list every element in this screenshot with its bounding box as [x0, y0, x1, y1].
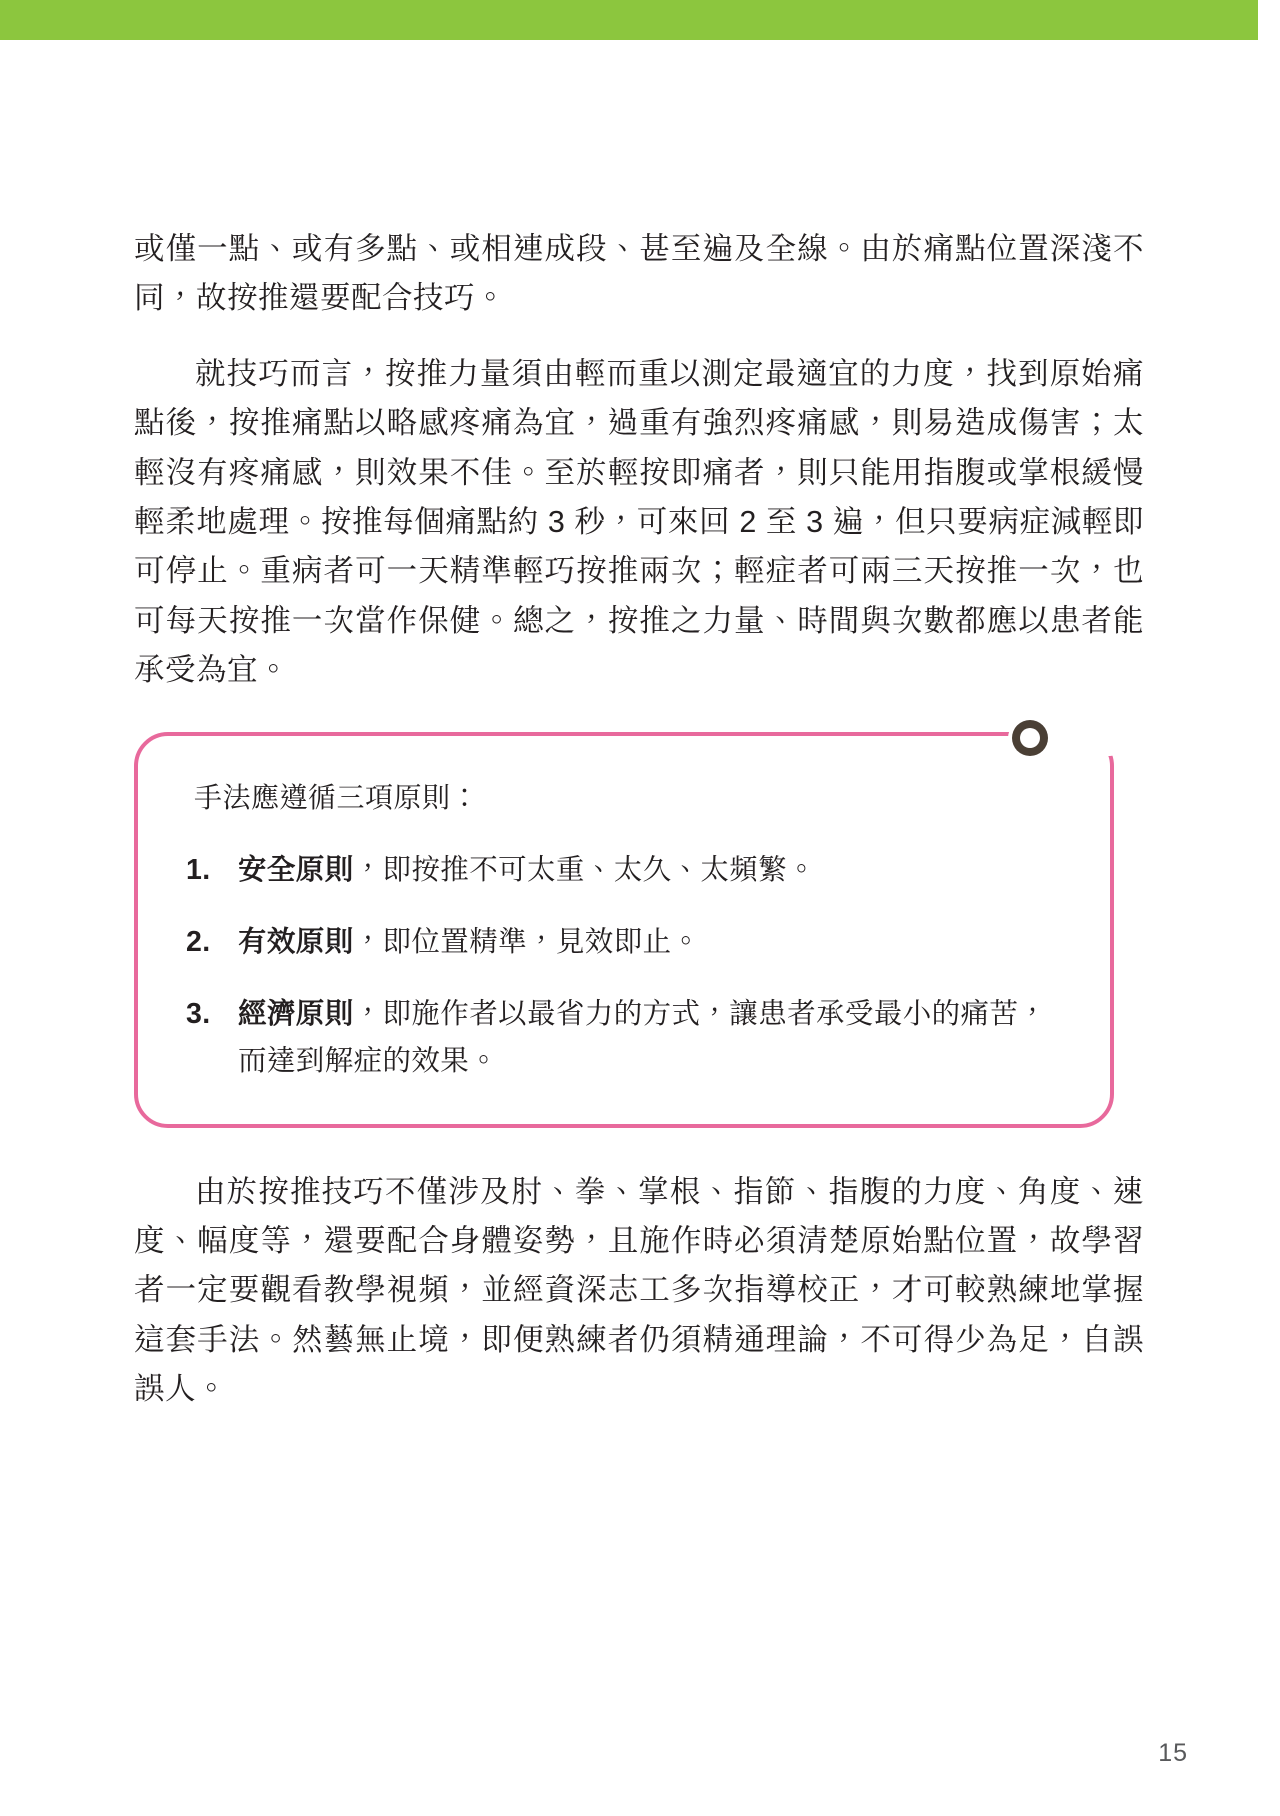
list-item-number: 2. [186, 926, 211, 959]
paragraph-3: 由於按推技巧不僅涉及肘、拳、掌根、指節、指腹的力度、角度、速度、幅度等，還要配合身體姿勢，且施作時必須清楚原始點位置，故學習者一定要觀看教學視頻，並經資深志工多次指導校正，才可較熟練地掌握這套手法。然藝無止境，即便熟練者仍須精通理論，不可得少為足，自誤誤人。 [134, 1174, 1144, 1407]
list-item-title: 有效原則 [238, 926, 354, 959]
page-number: 15 [1158, 1739, 1188, 1767]
list-item-text: ，即按推不可太重、太久、太頻繁。 [353, 854, 817, 887]
list-item-number: 1. [186, 854, 211, 887]
list-item-title: 經濟原則 [238, 998, 354, 1031]
principles-callout-wrapper [134, 732, 1144, 1128]
list-item [186, 919, 1066, 965]
list-item [186, 991, 1066, 1083]
list-item [186, 847, 1066, 893]
callout-lead-text: 手法應遵循三項原則： [194, 781, 480, 813]
ring-binder-hole-icon [1020, 728, 1040, 748]
header-color-band [0, 0, 1280, 40]
page-content [134, 225, 1144, 1441]
principles-list [186, 847, 1066, 1084]
paragraph-2: 就技巧而言，按推力量須由輕而重以測定最適宜的力度，找到原始痛點後，按推痛點以略感疼痛為宜，過重有強烈疼痛感，則易造成傷害；太輕沒有疼痛感，則效果不佳。至於輕按即痛者，則只能用指腹或掌根緩慢輕柔地處理。按推每個痛點約 3 秒，可來回 2 至 3 遍，但只要病症減輕即可停止。重病者可一天精準輕巧按推兩次；輕症者可兩三天按推一次，也可每天按推一次當作保健。總之，按推之力量、時間與次數都應以患者能承受為宜。 [134, 356, 1144, 688]
principles-callout [134, 732, 1114, 1128]
header-band-edge [1258, 0, 1280, 40]
list-item-title: 安全原則 [238, 854, 354, 887]
paragraph-1: 或僅一點、或有多點、或相連成段、甚至遍及全線。由於痛點位置深淺不同，故按推還要配合技巧。 [134, 232, 1144, 316]
list-item-text: ，即位置精準，見效即止。 [353, 926, 701, 959]
document-page [0, 40, 1280, 1816]
list-item-text: ，即施作者以最省力的方式，讓患者承受最小的痛苦，而達到解症的效果。 [238, 998, 1048, 1077]
list-item-number: 3. [186, 998, 211, 1031]
